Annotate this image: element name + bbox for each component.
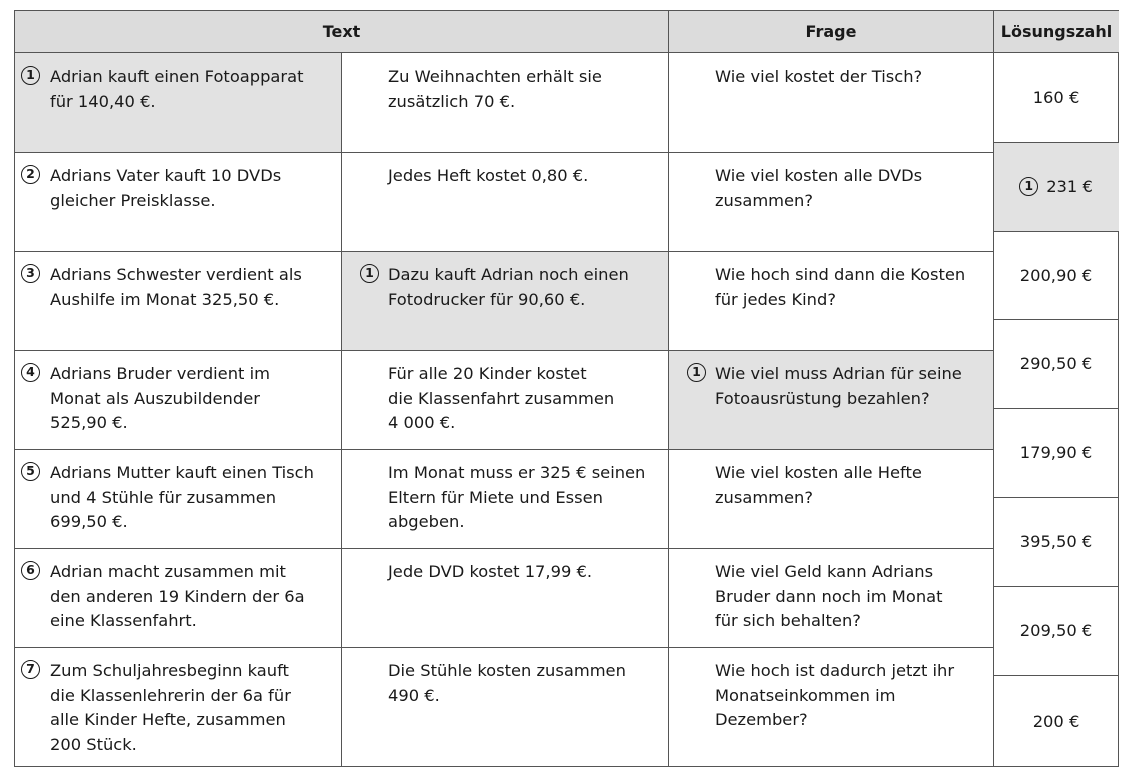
header-frage-label: Frage <box>805 22 857 41</box>
row3-addition-content: Dazu kauft Adrian noch einen Fotodrucker für 90,60 €. <box>388 265 629 309</box>
row7-addition-content: Die Stühle kosten zusammen 490 €. <box>388 661 626 705</box>
row1-addition-content: Zu Weihnachten erhält sie zusätzlich 70 €. <box>388 67 602 111</box>
row7-frage <box>669 647 993 733</box>
row6-addition <box>342 548 668 585</box>
row3-text-content: Adrians Schwester verdient als Aushilfe im Monat 325,50 €. <box>50 265 302 309</box>
solution-1 <box>993 53 1119 142</box>
solution-value: 200 € <box>1032 711 1080 731</box>
solution-value: 200,90 € <box>1019 265 1093 285</box>
row6-text <box>15 548 341 634</box>
solution-value: 160 € <box>1032 88 1080 107</box>
solution-8 <box>993 675 1119 767</box>
solution-value: 209,50 € <box>1019 621 1093 640</box>
row7-text <box>15 647 341 757</box>
row4-addition <box>342 350 668 436</box>
circled-number: 5 <box>21 462 40 481</box>
circled-number: 1 <box>687 363 706 382</box>
row4-frage <box>669 350 993 411</box>
header-frage <box>668 11 993 53</box>
solution-7 <box>993 586 1119 675</box>
circled-number: 7 <box>21 660 40 679</box>
solution-2 <box>993 142 1119 231</box>
row7-addition <box>342 647 668 708</box>
row1-frage <box>669 53 993 90</box>
solution-3 <box>993 231 1119 319</box>
row5-frage-content: Wie viel kosten alle Hefte zusammen? <box>715 463 922 507</box>
row5-addition <box>342 449 668 535</box>
row3-text <box>15 251 341 312</box>
solution-6 <box>993 497 1119 586</box>
row5-addition-content: Im Monat muss er 325 € seinen Eltern für Miete und Essen abgeben. <box>388 463 646 532</box>
row3-frage <box>669 251 993 312</box>
circled-number: 2 <box>21 165 40 184</box>
circled-number: 1 <box>360 264 379 283</box>
circled-number: 4 <box>21 363 40 382</box>
row7-frage-content: Wie hoch ist dadurch jetzt ihr Monatseinkommen im Dezember? <box>715 661 955 730</box>
row6-addition-content: Jede DVD kostet 17,99 €. <box>388 562 593 581</box>
circled-number: 6 <box>21 561 40 580</box>
row4-text <box>15 350 341 436</box>
circled-number: 1 <box>21 66 40 85</box>
row6-text-content: Adrian macht zusammen mit den anderen 19 Kindern der 6a eine Klassenfahrt. <box>50 562 305 631</box>
row6-frage-content: Wie viel Geld kann Adrians Bruder dann noch im Monat für sich behalten? <box>715 562 943 631</box>
row1-text <box>15 53 341 114</box>
circled-number: 1 <box>1019 177 1038 196</box>
header-loesungszahl-label: Lösungszahl <box>1000 22 1113 41</box>
solution-value: 179,90 € <box>1019 443 1093 462</box>
header-text-label: Text <box>322 22 361 41</box>
row2-text <box>15 152 341 213</box>
circled-number: 3 <box>21 264 40 283</box>
row4-frage-content: Wie viel muss Adrian für seine Fotoausrüstung bezahlen? <box>715 364 962 408</box>
row5-text <box>15 449 341 535</box>
row2-text-content: Adrians Vater kauft 10 DVDs gleicher Preisklasse. <box>50 166 282 210</box>
row6-frage <box>669 548 993 634</box>
solution-4 <box>993 319 1119 408</box>
row1-addition <box>342 53 668 114</box>
row5-frage <box>669 449 993 510</box>
row5-text-content: Adrians Mutter kauft einen Tisch und 4 Stühle für zusammen 699,50 €. <box>50 463 314 532</box>
row2-addition <box>342 152 668 189</box>
solution-5 <box>993 408 1119 497</box>
solution-value: 290,50 € <box>1019 354 1093 373</box>
row3-addition <box>342 251 668 312</box>
exercise-table <box>14 10 1119 767</box>
row2-addition-content: Jedes Heft kostet 0,80 €. <box>388 166 589 185</box>
header-loesungszahl <box>993 11 1119 53</box>
solution-value: 231 € <box>1046 177 1093 196</box>
solution-value: 395,50 € <box>1019 532 1093 551</box>
row3-frage-content: Wie hoch sind dann die Kosten für jedes Kind? <box>715 265 966 309</box>
row4-text-content: Adrians Bruder verdient im Monat als Auszubildender 525,90 €. <box>50 364 270 433</box>
row2-frage <box>669 152 993 213</box>
row1-text-content: Adrian kauft einen Fotoapparat für 140,40 €. <box>50 67 304 111</box>
row4-addition-content: Für alle 20 Kinder kostet die Klassenfahrt zusammen 4 000 €. <box>388 364 615 433</box>
row1-frage-content: Wie viel kostet der Tisch? <box>715 67 923 86</box>
header-text <box>15 11 668 53</box>
row2-frage-content: Wie viel kosten alle DVDs zusammen? <box>715 166 923 210</box>
row7-text-content: Zum Schuljahresbeginn kauft die Klassenlehrerin der 6a für alle Kinder Hefte, zusammen 200 Stück. <box>50 661 291 754</box>
